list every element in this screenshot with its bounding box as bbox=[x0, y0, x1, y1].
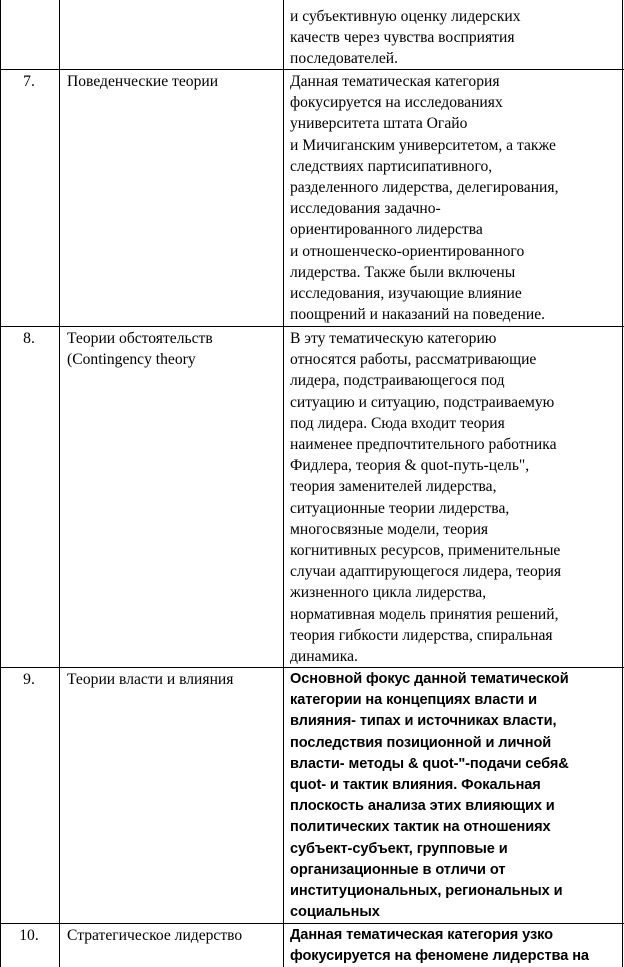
text-line: качеств через чувства восприятия bbox=[290, 29, 515, 47]
column-divider-number bbox=[59, 0, 60, 967]
text-line: власти- методы & quot-"-подачи себя& bbox=[290, 755, 569, 772]
text-line: теория гибкости лидерства, спиральная bbox=[290, 626, 553, 644]
text-line: социальных bbox=[290, 904, 380, 921]
theory-name bbox=[67, 71, 279, 92]
text-line: лидера, подстраивающегося под bbox=[290, 372, 505, 390]
text-line: Теории власти и влияния bbox=[67, 671, 234, 688]
text-line: Данная тематическая категория узко bbox=[290, 927, 553, 943]
text-line: фокусируется на феномене лидерства на bbox=[290, 948, 589, 965]
theory-description bbox=[290, 328, 620, 667]
text-line: фокусируется на исследованиях bbox=[290, 94, 503, 112]
text-line: и отношенческо-ориентированного bbox=[290, 242, 525, 260]
row-number: 10. bbox=[19, 927, 39, 944]
text-line: В эту тематическую категорию bbox=[290, 330, 497, 347]
text-line: quot- и тактик влияния. Фокальная bbox=[290, 777, 541, 794]
theory-name bbox=[67, 328, 279, 370]
text-line: Теории обстоятельств bbox=[67, 330, 213, 347]
text-line: случаи адаптирующегося лидера, теория bbox=[290, 563, 562, 581]
text-line: ситуацию и ситуацию, подстраиваемую bbox=[290, 393, 555, 411]
theory-description bbox=[290, 925, 620, 967]
text-line: последствия позиционной и личной bbox=[290, 734, 552, 751]
text-line: Данная тематическая категория bbox=[290, 73, 500, 90]
fragment-description bbox=[290, 6, 620, 70]
row-number: 8. bbox=[23, 330, 35, 347]
row-divider-8 bbox=[0, 326, 624, 327]
text-line: жизненного цикла лидерства, bbox=[290, 584, 487, 602]
text-line: разделенного лидерства, делегирования, bbox=[290, 179, 559, 197]
text-line: плоскость анализа этих влияющих и bbox=[290, 798, 555, 815]
text-line: Основной фокус данной тематической bbox=[290, 671, 569, 687]
text-line: институциональных, региональных и bbox=[290, 883, 563, 900]
row-number: 7. bbox=[23, 73, 35, 90]
text-line: Поведенческие теории bbox=[67, 73, 219, 90]
column-divider-name bbox=[283, 0, 284, 967]
theory-description bbox=[290, 71, 620, 325]
text-line: теория заменителей лидерства, bbox=[290, 478, 497, 496]
text-line: Фидлера, теория & quot-путь-цель", bbox=[290, 457, 530, 475]
text-line: динамика. bbox=[290, 648, 358, 666]
text-line: поощрений и наказаний на поведение. bbox=[290, 306, 546, 324]
text-line: лидерства. Также были включены bbox=[290, 263, 516, 281]
text-line: категории на концепциях власти и bbox=[290, 692, 537, 709]
table-border-right bbox=[622, 0, 623, 967]
text-line: и Мичиганским университетом, а также bbox=[290, 136, 556, 154]
text-line: ситуационные теории лидерства, bbox=[290, 499, 510, 517]
text-line: последователей. bbox=[290, 50, 399, 68]
row-number: 9. bbox=[23, 671, 35, 688]
text-line: нормативная модель принятия решений, bbox=[290, 605, 559, 623]
text-line: исследования, изучающие влияние bbox=[290, 285, 522, 303]
text-line: многосвязные модели, теория bbox=[290, 520, 489, 538]
text-line: под лидера. Сюда входит теория bbox=[290, 414, 505, 432]
text-line: (Contingency theory bbox=[67, 351, 196, 369]
text-line: относятся работы, рассматривающие bbox=[290, 351, 537, 369]
text-line: когнитивных ресурсов, применительные bbox=[290, 542, 561, 560]
text-line: следствиях партисипативного, bbox=[290, 157, 493, 175]
text-line: субъект-субъект, групповые и bbox=[290, 840, 508, 857]
text-line: влияния- типах и источниках власти, bbox=[290, 713, 557, 730]
text-line: исследования задачно- bbox=[290, 200, 441, 218]
theory-description bbox=[290, 669, 620, 923]
text-line: университета штата Огайо bbox=[290, 115, 468, 133]
text-line: политических тактик на отношениях bbox=[290, 819, 551, 836]
table-border-left bbox=[0, 0, 1, 967]
theory-name bbox=[67, 925, 279, 946]
text-line: организационные в отличи от bbox=[290, 861, 506, 878]
text-line: наименее предпочтительного работника bbox=[290, 436, 557, 454]
theory-name bbox=[67, 669, 279, 690]
text-line: ориентированного лидерства bbox=[290, 221, 483, 239]
text-line: и субъективную оценку лидерских bbox=[290, 8, 521, 25]
text-line: Стратегическое лидерство bbox=[67, 927, 243, 944]
